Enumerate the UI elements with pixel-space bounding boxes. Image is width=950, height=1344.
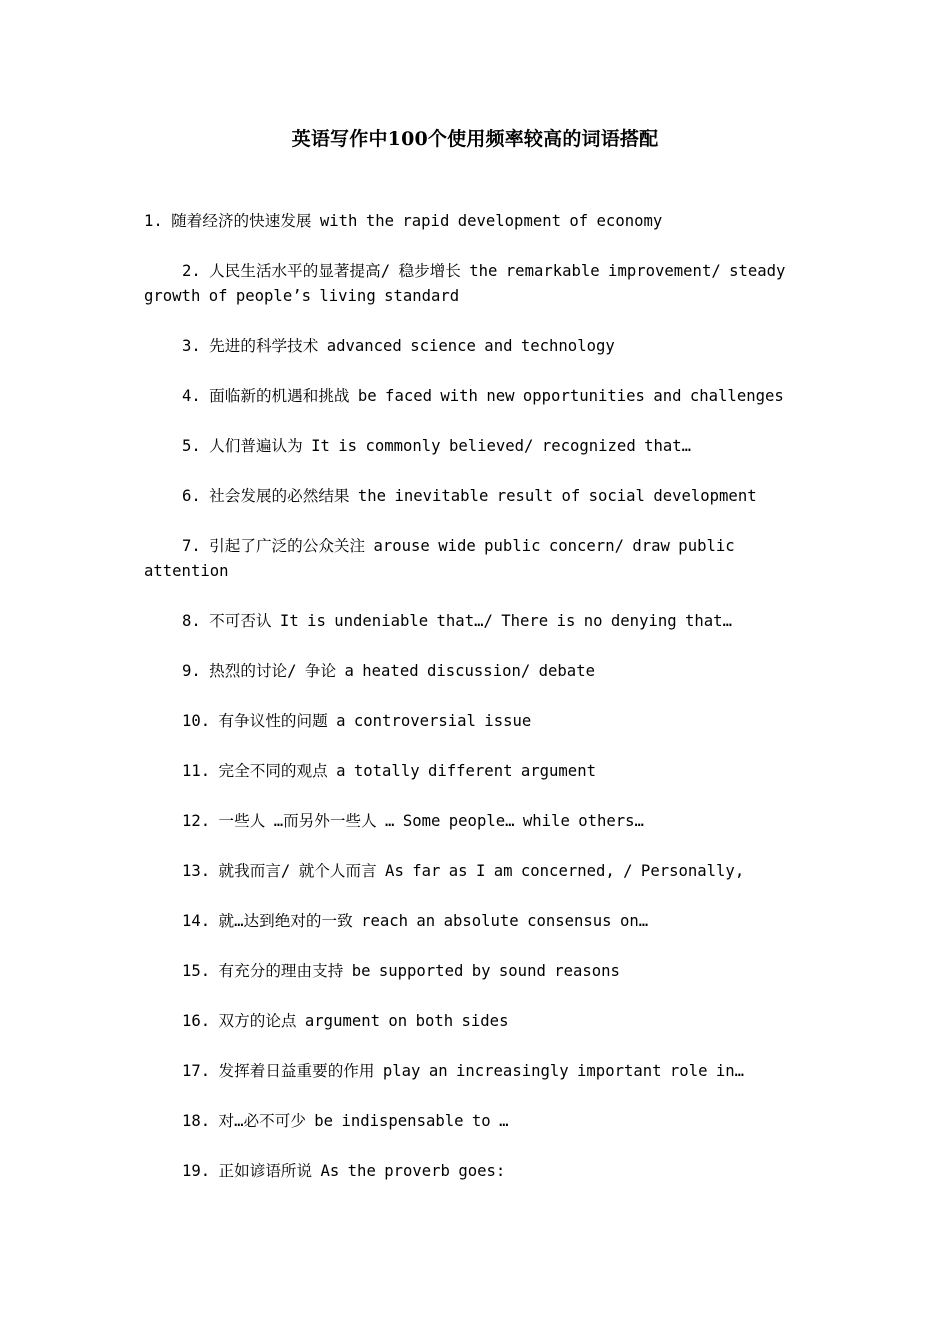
list-item-17: 17. 发挥着日益重要的作用 play an increasingly important role in… — [182, 1062, 745, 1080]
list-item-9: 9. 热烈的讨论/ 争论 a heated discussion/ debate — [182, 662, 595, 680]
list-item-18: 18. 对…必不可少 be indispensable to … — [182, 1112, 509, 1130]
list-item-5: 5. 人们普遍认为 It is commonly believed/ recognized that… — [182, 437, 692, 455]
list-item-8: 8. 不可否认 It is undeniable that…/ There is no denying that… — [182, 612, 732, 630]
list-item-11: 11. 完全不同的观点 a totally different argument — [182, 762, 596, 780]
list-item-16: 16. 双方的论点 argument on both sides — [182, 1012, 509, 1030]
list-item-6: 6. 社会发展的必然结果 the inevitable result of social development — [182, 487, 757, 505]
document-body — [144, 209, 812, 1209]
list-item-12: 12. 一些人 …而另外一些人 … Some people… while others… — [182, 812, 644, 830]
list-item-3: 3. 先进的科学技术 advanced science and technology — [182, 337, 615, 355]
list-item-2: 2. 人民生活水平的显著提高/ 稳步增长 the remarkable improvement/ steady growth of people’s living standard — [144, 262, 786, 305]
list-item-4: 4. 面临新的机遇和挑战 be faced with new opportunities and challenges — [182, 387, 784, 405]
list-item-13: 13. 就我而言/ 就个人而言 As far as I am concerned, / Personally, — [182, 862, 745, 880]
list-item-10: 10. 有争议性的问题 a controversial issue — [182, 712, 532, 730]
list-item-7: 7. 引起了广泛的公众关注 arouse wide public concern/ draw public attention — [144, 537, 735, 580]
list-item-19: 19. 正如谚语所说 As the proverb goes: — [182, 1162, 506, 1180]
list-item-15: 15. 有充分的理由支持 be supported by sound reasons — [182, 962, 620, 980]
document-title: 英语写作中100个使用频率较高的词语搭配 — [291, 128, 659, 150]
list-item-1: 1. 随着经济的快速发展 with the rapid development of economy — [144, 212, 663, 230]
list-item-14: 14. 就…达到绝对的一致 reach an absolute consensus on… — [182, 912, 649, 930]
